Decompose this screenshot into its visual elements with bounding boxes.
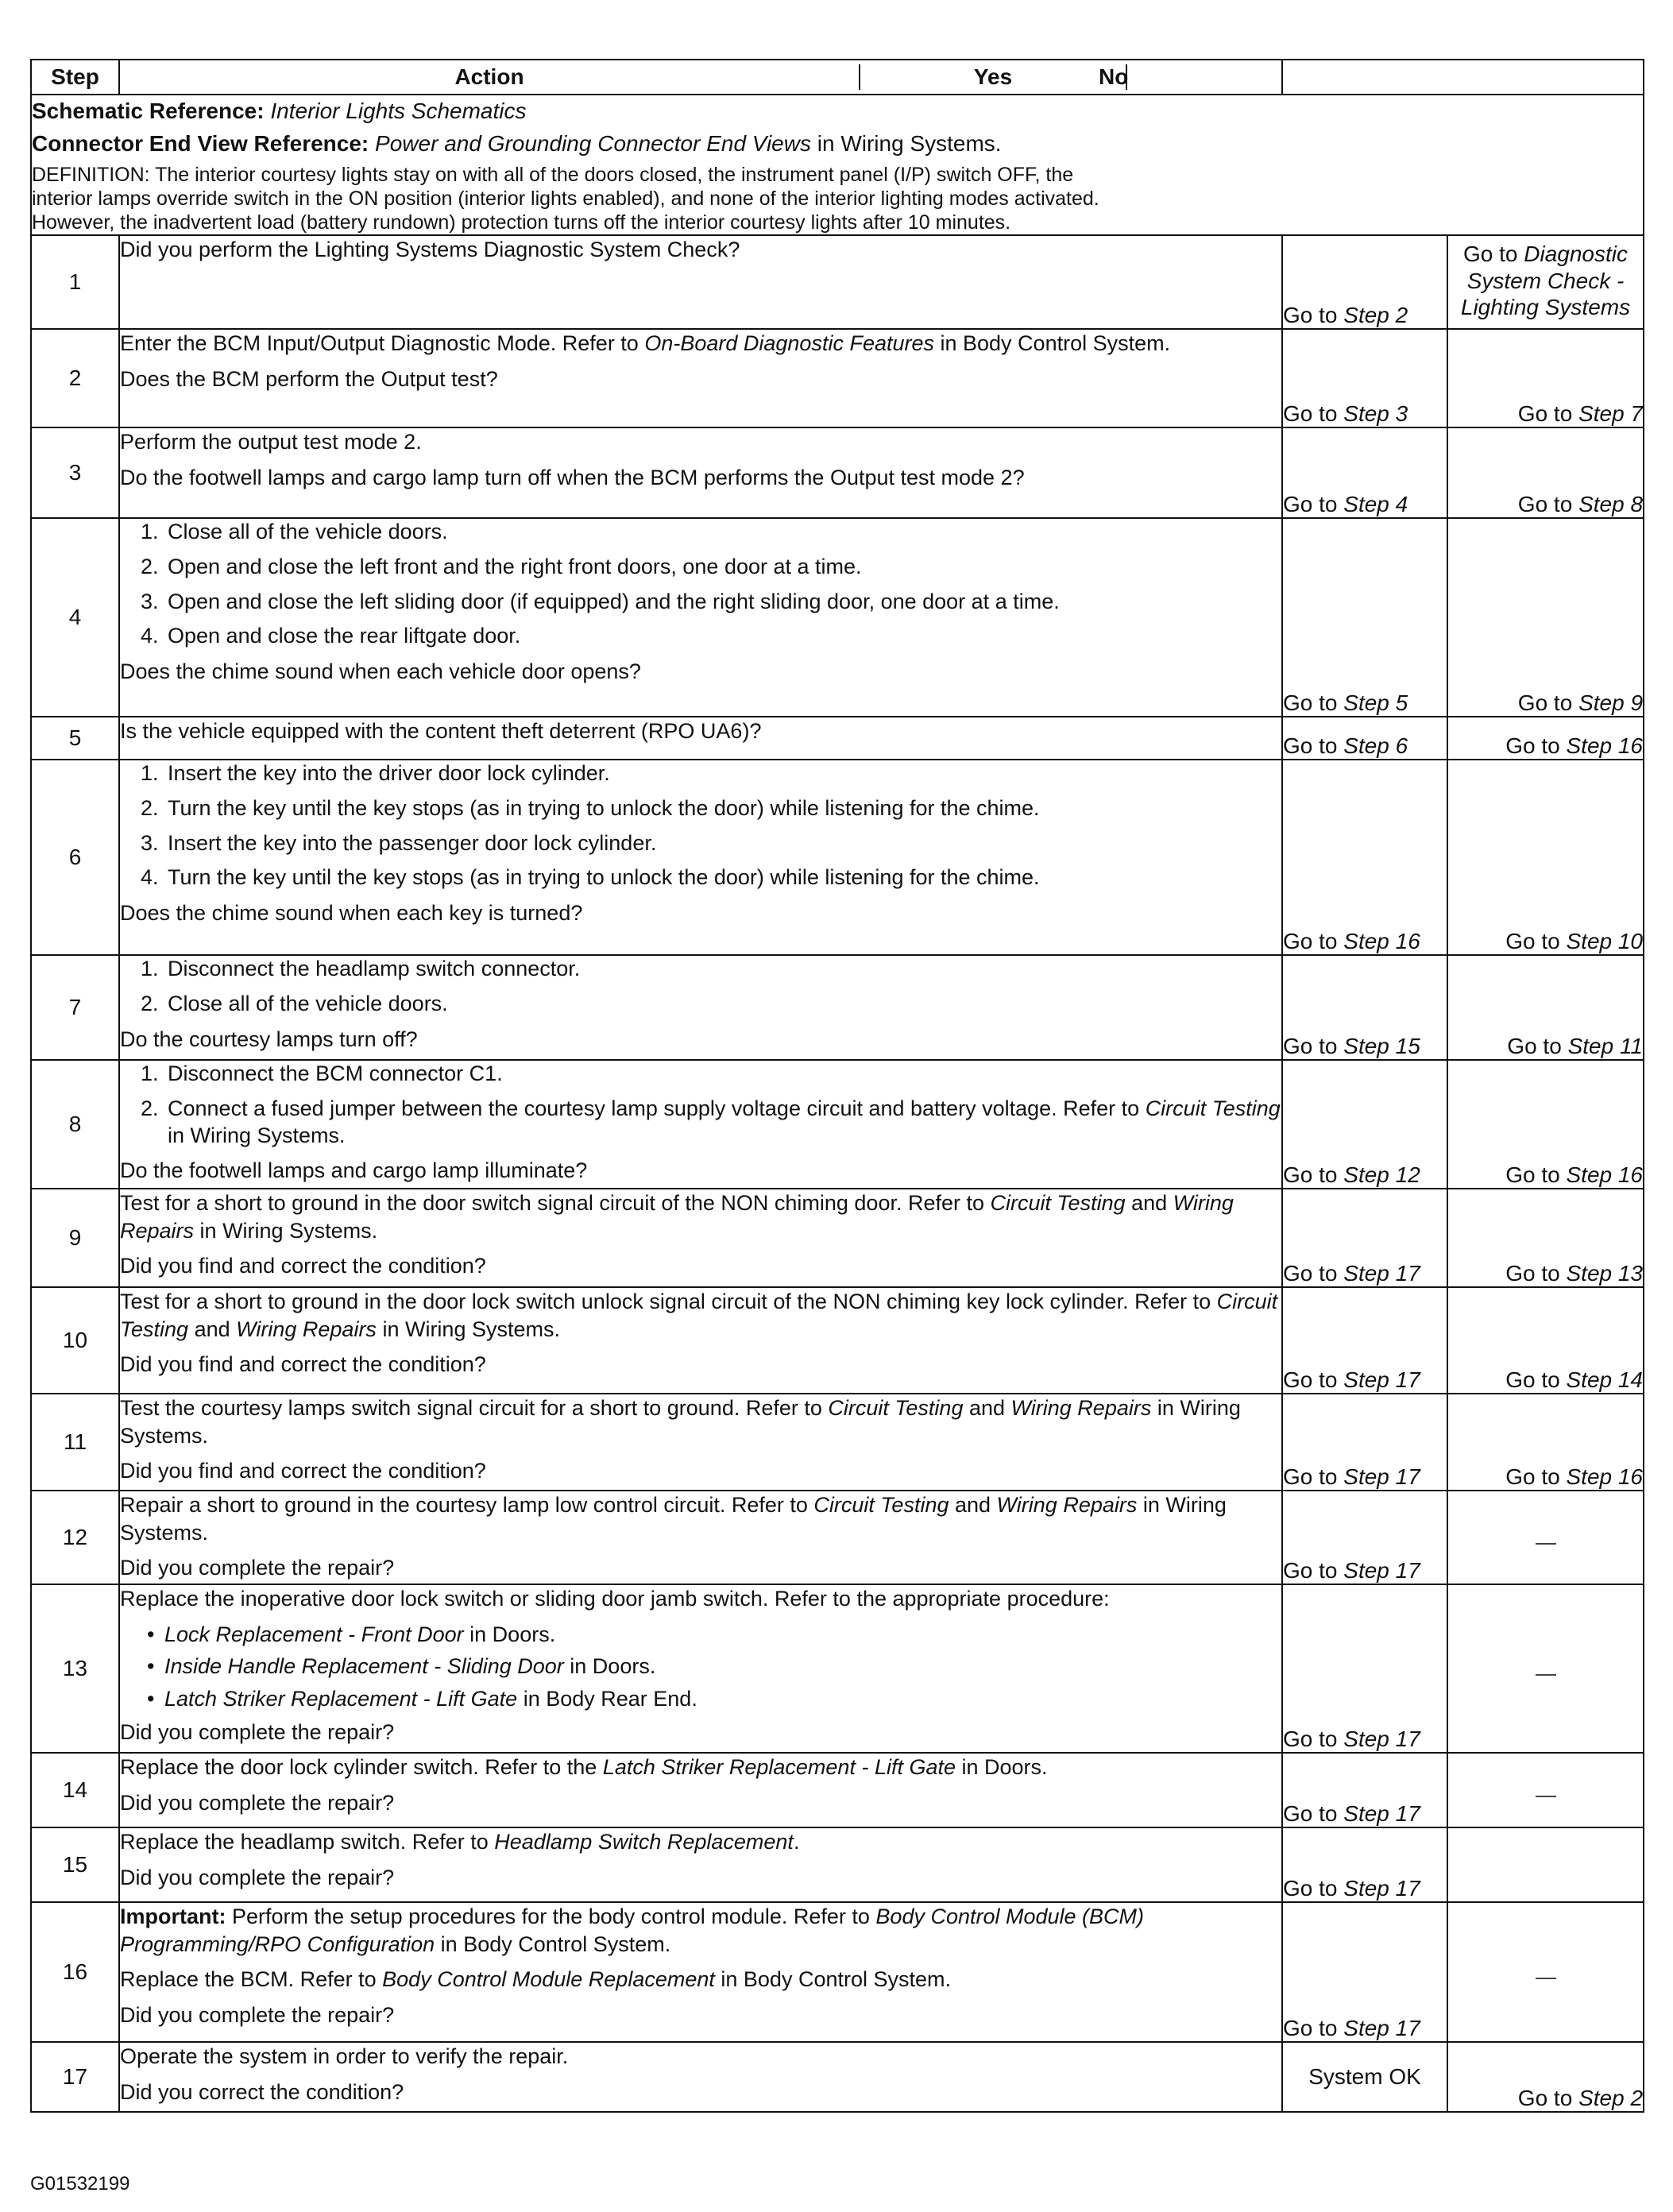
- step-number: 9: [31, 1189, 119, 1287]
- text-run: and: [188, 1317, 237, 1341]
- step-number: 8: [31, 1060, 119, 1189]
- text-run: Go to: [1283, 303, 1344, 328]
- action-paragraph: [120, 658, 1281, 686]
- reference-cell: [31, 95, 1644, 235]
- action-paragraph: [120, 899, 1281, 927]
- definition-line: interior lamps override switch in the ON position (interior lights enabled), and none of the interior lighting modes activated.: [32, 188, 1099, 211]
- connector-reference-label: Connector End View Reference:: [32, 130, 369, 156]
- list-item: [164, 991, 1281, 1018]
- step-action: [119, 1902, 1282, 2042]
- reference-link-text[interactable]: Body Control Module (BCM) Programming/RPO Configuration: [120, 1905, 1145, 1956]
- yes-outcome: [1282, 1902, 1447, 2042]
- text-run: Go to: [1517, 2086, 1579, 2111]
- step-row: [31, 2042, 1644, 2112]
- text-run: Test the courtesy lamps switch signal circuit for a short to ground. Refer to: [120, 1396, 829, 1421]
- step-row: [31, 329, 1644, 427]
- yes-outcome: [1282, 1189, 1447, 1287]
- numbered-list: [120, 519, 1281, 650]
- step-number: 12: [31, 1491, 119, 1584]
- reference-link-text[interactable]: Step 16: [1566, 1162, 1644, 1188]
- step-action: [119, 1189, 1282, 1287]
- numbered-list: [120, 956, 1281, 1018]
- text-run: Turn the key until the key stops (as in trying to unlock the door) while listening for the chime.: [168, 795, 1040, 820]
- reference-link-text[interactable]: Lighting Systems: [1460, 295, 1631, 320]
- reference-link-text[interactable]: Step 16: [1566, 733, 1644, 759]
- text-run: Go to: [1463, 242, 1524, 267]
- step-number: 14: [31, 1753, 119, 1827]
- action-paragraph: [120, 1789, 1281, 1817]
- step-action: [119, 1584, 1282, 1753]
- step-row: [31, 518, 1644, 717]
- reference-row: [31, 95, 1644, 235]
- text-run: Did you find and correct the condition?: [120, 1459, 486, 1483]
- step-row: [31, 1753, 1644, 1827]
- text-run: Connect a fused jumper between the courtesy lamp supply voltage circuit and battery voltage. Refer to: [168, 1096, 1146, 1120]
- text-run: Go to: [1505, 1261, 1567, 1286]
- text-run: Go to: [1283, 1261, 1344, 1286]
- reference-link-text[interactable]: Latch Striker Replacement - Lift Gate: [602, 1755, 956, 1780]
- action-paragraph: [120, 1491, 1281, 1546]
- reference-link-text[interactable]: Step 16: [1566, 1464, 1644, 1490]
- reference-link-text[interactable]: Circuit Testing: [828, 1396, 964, 1421]
- connector-reference-suffix: in Wiring Systems.: [810, 130, 1002, 156]
- step-row: [31, 760, 1644, 955]
- text-run: Operate the system in order to verify the repair.: [120, 2044, 569, 2069]
- text-run: Perform the output test mode 2.: [120, 430, 422, 454]
- reference-link-text[interactable]: Step 3: [1343, 401, 1408, 427]
- text-run: Go to: [1283, 929, 1344, 954]
- action-paragraph: [120, 2079, 1281, 2106]
- action-paragraph: [120, 236, 1281, 264]
- no-outcome: [1447, 1491, 1644, 1584]
- yes-outcome: [1282, 1827, 1447, 1902]
- step-action: [119, 717, 1282, 760]
- text-run: Did you complete the repair?: [120, 2002, 395, 2027]
- reference-link-text[interactable]: Step 2: [1343, 303, 1408, 328]
- text-run: Important:: [120, 1905, 226, 1929]
- action-paragraph: [120, 1026, 1281, 1054]
- text-run: Go to: [1283, 401, 1344, 427]
- no-outcome: [1447, 427, 1644, 518]
- no-outcome: [1447, 717, 1644, 760]
- reference-link-text[interactable]: Step 17: [1343, 2016, 1420, 2041]
- action-header-label: Action: [454, 64, 524, 89]
- step-row: [31, 955, 1644, 1060]
- reference-link-text[interactable]: Step 11: [1567, 1034, 1644, 1059]
- text-run: Perform the setup procedures for the body control module. Refer to: [226, 1905, 876, 1929]
- step-number: 16: [31, 1902, 119, 2042]
- text-run: Go to: [1283, 2016, 1344, 2041]
- step-row: [31, 717, 1644, 760]
- list-item: [164, 830, 1281, 857]
- text-run: Close all of the vehicle doors.: [168, 520, 448, 544]
- step-row: [31, 1394, 1644, 1491]
- header-row: [31, 60, 1644, 95]
- reference-link-text[interactable]: Step 12: [1343, 1162, 1420, 1188]
- step-number: 5: [31, 717, 119, 760]
- text-run: Is the vehicle equipped with the content theft deterrent (RPO UA6)?: [120, 719, 762, 744]
- reference-link-text[interactable]: Step 6: [1343, 733, 1408, 759]
- step-action: [119, 2042, 1282, 2112]
- text-run: and: [963, 1396, 1011, 1421]
- step-row: [31, 1287, 1644, 1394]
- action-paragraph: [120, 1157, 1281, 1185]
- no-outcome: [1447, 235, 1644, 329]
- reference-link-text[interactable]: Wiring Repairs: [1010, 1396, 1152, 1421]
- reference-link-text[interactable]: Step 10: [1566, 929, 1644, 954]
- text-run: in Body Rear End.: [517, 1686, 697, 1711]
- no-outcome-line: [1455, 268, 1636, 295]
- text-run: Go to: [1517, 401, 1579, 427]
- action-paragraph: [120, 1457, 1281, 1485]
- no-header-label: No: [1099, 64, 1129, 89]
- list-item: [164, 1096, 1281, 1150]
- list-item: [164, 1621, 1281, 1649]
- text-run: Go to: [1517, 690, 1579, 716]
- yes-outcome: [1282, 717, 1447, 760]
- action-paragraph: [120, 1351, 1281, 1379]
- text-run: in Body Control System.: [435, 1932, 671, 1956]
- text-run: in Body Control System.: [934, 331, 1171, 356]
- text-run: Replace the door lock cylinder switch. Refer to the: [120, 1755, 603, 1780]
- text-run: Go to: [1283, 1464, 1344, 1490]
- step-number: 1: [31, 235, 119, 329]
- no-outcome: [1447, 1060, 1644, 1189]
- yes-outcome: [1282, 1584, 1447, 1753]
- list-item: [164, 760, 1281, 787]
- no-outcome: [1447, 1394, 1644, 1491]
- text-run: Replace the inoperative door lock switch or sliding door jamb switch. Refer to the appropriate procedure:: [120, 1587, 1110, 1611]
- no-outcome: [1447, 2042, 1644, 2112]
- reference-link-text[interactable]: Circuit Testing: [120, 1290, 1278, 1341]
- text-run: Do the footwell lamps and cargo lamp turn off when the BCM performs the Output test mode 2?: [120, 465, 1025, 489]
- reference-link-text[interactable]: Circuit Testing: [990, 1191, 1126, 1216]
- text-run: Did you complete the repair?: [120, 1790, 395, 1815]
- step-action: [119, 1491, 1282, 1584]
- reference-link-text[interactable]: Step 13: [1566, 1261, 1644, 1286]
- text-run: Go to: [1283, 1801, 1344, 1827]
- action-paragraph: [120, 1189, 1281, 1244]
- reference-link-text[interactable]: Step 17: [1343, 1464, 1420, 1490]
- action-paragraph: [120, 1903, 1281, 1958]
- step-number: 15: [31, 1827, 119, 1902]
- step-number: 6: [31, 760, 119, 955]
- list-item: [164, 1685, 1281, 1713]
- schematic-reference-label: Schematic Reference:: [32, 99, 265, 123]
- no-outcome-line: [1455, 241, 1636, 268]
- no-outcome: [1447, 1902, 1644, 2042]
- text-run: Replace the BCM. Refer to: [120, 1967, 383, 1992]
- yes-outcome: [1282, 1287, 1447, 1394]
- no-outcome: [1447, 329, 1644, 427]
- text-run: Open and close the left front and the right front doors, one door at a time.: [168, 554, 862, 578]
- no-header: [1099, 60, 1644, 95]
- text-run: Enter the BCM Input/Output Diagnostic Mode. Refer to: [120, 331, 645, 356]
- text-run: .: [793, 1830, 800, 1854]
- text-run: in Body Control System.: [714, 1967, 952, 1992]
- definition-line: However, the inadvertent load (battery rundown) protection turns off the interior courtesy lights after 10 minutes.: [32, 211, 1011, 234]
- text-run: Go to: [1283, 1558, 1344, 1584]
- step-action: [119, 760, 1282, 955]
- step-action: [119, 1287, 1282, 1394]
- reference-link-text[interactable]: Circuit Testing: [1145, 1096, 1281, 1120]
- list-item: [164, 554, 1281, 581]
- yes-outcome: [1282, 1060, 1447, 1189]
- yes-outcome: [1282, 329, 1447, 427]
- reference-link-text[interactable]: Step 8: [1578, 492, 1644, 517]
- reference-link-text[interactable]: Step 4: [1343, 492, 1408, 517]
- reference-link-text[interactable]: Diagnostic: [1524, 242, 1628, 267]
- reference-link-text[interactable]: Step 17: [1343, 1801, 1420, 1827]
- list-item: [164, 589, 1281, 616]
- yes-outcome: [1282, 1491, 1447, 1584]
- reference-link-text[interactable]: Body Control Module Replacement: [382, 1967, 715, 1992]
- reference-link-text[interactable]: Step 17: [1343, 1261, 1420, 1286]
- numbered-list: [120, 1061, 1281, 1149]
- text-run: Insert the key into the driver door lock cylinder.: [168, 761, 610, 786]
- reference-link-text[interactable]: Step 16: [1343, 929, 1420, 954]
- step-header: Step: [31, 60, 119, 95]
- text-run: Go to: [1283, 1162, 1344, 1188]
- action-paragraph: [120, 1864, 1281, 1892]
- list-item: [164, 1653, 1281, 1680]
- no-outcome-line: [1455, 294, 1636, 321]
- text-run: Disconnect the BCM connector C1.: [168, 1062, 503, 1086]
- text-run: Go to: [1283, 690, 1344, 716]
- step-action: [119, 329, 1282, 427]
- reference-link-text[interactable]: Wiring Repairs: [120, 1191, 1234, 1243]
- reference-link-text[interactable]: Headlamp Switch Replacement: [494, 1830, 794, 1854]
- action-paragraph: [120, 1252, 1281, 1280]
- text-run: Did you find and correct the condition?: [120, 1254, 486, 1278]
- text-run: Did you perform the Lighting Systems Diagnostic System Check?: [120, 238, 740, 262]
- text-run: Go to: [1283, 733, 1344, 759]
- action-paragraph: [120, 428, 1281, 456]
- reference-link-text[interactable]: Wiring Repairs: [996, 1493, 1138, 1518]
- step-action: [119, 235, 1282, 329]
- step-number: 13: [31, 1584, 119, 1753]
- reference-link-text[interactable]: System Check -: [1466, 268, 1625, 293]
- step-row: [31, 235, 1644, 329]
- no-outcome: [1447, 1827, 1644, 1902]
- definition-line: DEFINITION: The interior courtesy lights stay on with all of the doors closed, the instrument panel (I/P) switch OFF, the: [32, 164, 1074, 187]
- dash-mark: [1536, 1796, 1556, 1797]
- text-run: Go to: [1283, 1367, 1344, 1393]
- reference-link-text[interactable]: Inside Handle Replacement - Sliding Door: [164, 1654, 564, 1679]
- text-run: Go to: [1505, 1464, 1567, 1490]
- reference-link-text[interactable]: Lock Replacement - Front Door: [164, 1622, 464, 1646]
- yes-outcome: [1282, 518, 1447, 717]
- definition: [32, 163, 1643, 234]
- reference-link-text[interactable]: Step 17: [1343, 1558, 1420, 1584]
- no-outcome: [1447, 955, 1644, 1060]
- step-row: [31, 427, 1644, 518]
- yes-outcome: System OK: [1282, 2042, 1447, 2112]
- figure-id: G01532199: [30, 2173, 130, 2195]
- text-run: and: [949, 1493, 997, 1518]
- step-action: [119, 1060, 1282, 1189]
- reference-link-text[interactable]: Step 17: [1343, 1367, 1420, 1393]
- text-run: Go to: [1517, 492, 1579, 517]
- text-run: Did you complete the repair?: [120, 1556, 395, 1580]
- no-outcome: [1447, 1753, 1644, 1827]
- text-run: Go to: [1505, 929, 1567, 954]
- list-item: [164, 795, 1281, 822]
- step-row: [31, 1491, 1644, 1584]
- dash-mark: [1536, 1674, 1556, 1676]
- diagnostic-document: [30, 59, 1643, 2113]
- step-number: 4: [31, 518, 119, 717]
- step-number: 17: [31, 2042, 119, 2112]
- reference-link-text[interactable]: Step 9: [1578, 690, 1644, 716]
- dash-mark: [1536, 1543, 1556, 1545]
- text-run: Go to: [1505, 1367, 1567, 1393]
- list-item: [164, 1061, 1281, 1088]
- list-item: [164, 623, 1281, 650]
- reference-link-text[interactable]: Step 7: [1578, 401, 1644, 427]
- yes-outcome: [1282, 1753, 1447, 1827]
- step-number: 3: [31, 427, 119, 518]
- action-paragraph: [120, 2001, 1281, 2029]
- action-paragraph: [120, 1754, 1281, 1781]
- yes-header-label: Yes: [859, 64, 1126, 90]
- text-run: Open and close the left sliding door (if equipped) and the right sliding door, one door at a time.: [168, 589, 1060, 613]
- step-action: [119, 1827, 1282, 1902]
- reference-link-text[interactable]: Latch Striker Replacement - Lift Gate: [164, 1686, 518, 1711]
- action-paragraph: [120, 1554, 1281, 1582]
- text-run: in Wiring Systems.: [120, 1493, 1227, 1545]
- step-row: [31, 1902, 1644, 2042]
- yes-outcome: [1282, 235, 1447, 329]
- text-run: Does the chime sound when each vehicle door opens?: [120, 659, 641, 684]
- numbered-list: [120, 760, 1281, 891]
- yes-outcome: [1282, 1394, 1447, 1491]
- reference-link-text[interactable]: Wiring Repairs: [236, 1317, 377, 1341]
- step-row: [31, 1189, 1644, 1287]
- step-row: [31, 1584, 1644, 1753]
- step-number: 10: [31, 1287, 119, 1394]
- step-number: 11: [31, 1394, 119, 1491]
- text-run: in Wiring Systems.: [376, 1317, 560, 1341]
- action-paragraph: [120, 365, 1281, 393]
- text-run: Close all of the vehicle doors.: [168, 991, 448, 1015]
- action-paragraph: [120, 1394, 1281, 1449]
- no-outcome: [1447, 518, 1644, 717]
- text-run: Turn the key until the key stops (as in trying to unlock the door) while listening for the chime.: [168, 865, 1040, 890]
- text-run: Go to: [1505, 733, 1567, 759]
- schematic-reference: [32, 95, 1643, 128]
- text-run: Test for a short to ground in the door lock switch unlock signal circuit of the NON chiming key lock cylinder. Refer to: [120, 1290, 1217, 1314]
- text-run: in Doors.: [956, 1755, 1048, 1780]
- text-run: Disconnect the headlamp switch connector.: [168, 957, 581, 981]
- step-row: [31, 1827, 1644, 1902]
- text-run: Go to: [1507, 1034, 1568, 1059]
- text-run: in Wiring Systems.: [120, 1396, 1241, 1448]
- text-run: Do the courtesy lamps turn off?: [120, 1027, 418, 1051]
- text-run: Go to: [1283, 1034, 1344, 1059]
- no-outcome: [1447, 1189, 1644, 1287]
- text-run: Go to: [1283, 492, 1344, 517]
- step-action: [119, 427, 1282, 518]
- yes-outcome: [1282, 427, 1447, 518]
- step-number: 2: [31, 329, 119, 427]
- reference-link-text[interactable]: Step 2: [1578, 2086, 1644, 2111]
- diagnostic-table: [30, 59, 1644, 2113]
- text-run: Go to: [1505, 1162, 1567, 1188]
- bullet-list: [120, 1621, 1281, 1713]
- reference-link-text[interactable]: Step 14: [1566, 1367, 1644, 1393]
- step-action: [119, 518, 1282, 717]
- step-action: [119, 1394, 1282, 1491]
- text-run: Did you complete the repair?: [120, 1720, 395, 1745]
- no-outcome: [1447, 760, 1644, 955]
- text-run: Does the chime sound when each key is turned?: [120, 901, 583, 926]
- action-paragraph: [120, 2043, 1281, 2071]
- list-item: [164, 956, 1281, 983]
- text-run: and: [1125, 1191, 1173, 1216]
- yes-outcome: [1282, 955, 1447, 1060]
- text-run: Go to: [1283, 1876, 1344, 1901]
- action-paragraph: [120, 1288, 1281, 1343]
- action-paragraph: [120, 1585, 1281, 1613]
- text-run: Insert the key into the passenger door lock cylinder.: [168, 830, 657, 855]
- text-run: Does the BCM perform the Output test?: [120, 366, 498, 391]
- text-run: Go to: [1283, 1727, 1344, 1752]
- reference-link-text[interactable]: Step 17: [1343, 1876, 1420, 1901]
- action-paragraph: [120, 717, 1281, 745]
- action-paragraph: [120, 464, 1281, 492]
- action-paragraph: [120, 1828, 1281, 1856]
- text-run: in Doors.: [563, 1654, 656, 1679]
- step-action: [119, 955, 1282, 1060]
- text-run: Did you correct the condition?: [120, 2079, 404, 2104]
- reference-link-text[interactable]: Step 17: [1343, 1727, 1420, 1752]
- reference-link-text[interactable]: Circuit Testing: [813, 1493, 949, 1518]
- schematic-reference-link[interactable]: Interior Lights Schematics: [270, 99, 527, 123]
- text-run: Did you complete the repair?: [120, 1865, 395, 1889]
- text-run: in Doors.: [463, 1622, 556, 1646]
- step-row: [31, 1060, 1644, 1189]
- text-run: Replace the headlamp switch. Refer to: [120, 1830, 495, 1854]
- text-run: in Wiring Systems.: [194, 1218, 378, 1243]
- reference-link-text[interactable]: Step 15: [1343, 1034, 1420, 1059]
- reference-link-text[interactable]: Step 5: [1343, 690, 1408, 716]
- step-number: 7: [31, 955, 119, 1060]
- yes-outcome: [1282, 760, 1447, 955]
- connector-reference: [32, 128, 1643, 160]
- step-action: [119, 1753, 1282, 1827]
- no-outcome: [1447, 1287, 1644, 1394]
- action-paragraph: [120, 330, 1281, 358]
- connector-reference-link[interactable]: Power and Grounding Connector End Views: [375, 130, 811, 156]
- list-item: [164, 864, 1281, 891]
- text-run: Do the footwell lamps and cargo lamp illuminate?: [120, 1158, 588, 1183]
- text-run: in Wiring Systems.: [168, 1123, 346, 1147]
- text-run: Open and close the rear liftgate door.: [168, 624, 521, 648]
- action-paragraph: [120, 1719, 1281, 1746]
- reference-link-text[interactable]: On-Board Diagnostic Features: [644, 331, 934, 356]
- dash-mark: [1536, 1978, 1556, 1979]
- text-run: Test for a short to ground in the door switch signal circuit of the NON chiming door. Refer to: [120, 1191, 991, 1216]
- list-item: [164, 519, 1281, 546]
- text-run: Did you find and correct the condition?: [120, 1352, 486, 1377]
- no-outcome: [1447, 1584, 1644, 1753]
- action-paragraph: [120, 1966, 1281, 1994]
- text-run: Repair a short to ground in the courtesy lamp low control circuit. Refer to: [120, 1493, 814, 1518]
